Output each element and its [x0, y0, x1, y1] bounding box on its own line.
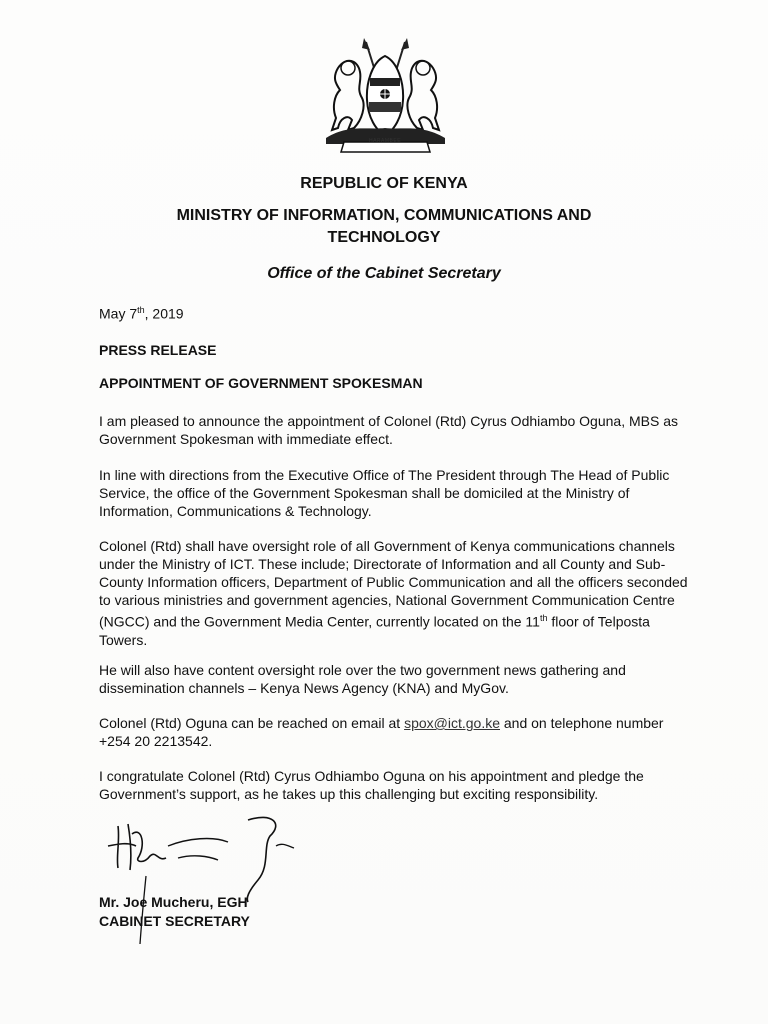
paragraph-appointment: I am pleased to announce the appointment of Colonel (Rtd) Cyrus Odhiambo Oguna, MBS as Government Spokesman with immediate effect.	[99, 413, 678, 447]
paragraph-content-oversight: He will also have content oversight role over the two government news gathering and dissemination channels – Kenya News Agency (KNA) and MyGov.	[99, 662, 626, 696]
paragraph-congratulations: I congratulate Colonel (Rtd) Cyrus Odhiambo Oguna on his appointment and pledge the Government’s support, as he takes up this challenging but exciting responsibility.	[99, 768, 644, 802]
paragraph-domicile: In line with directions from the Executive Office of The President through The Head of Public Service, the office of the Government Spokesman shall be domiciled at the Ministry of Information, Communications & Technology.	[99, 467, 670, 519]
paragraph-oversight-text-a: Colonel (Rtd) shall have oversight role of all Government of Kenya communications channels under the Ministry of ICT. These include; Directorate of Information and all County and Sub-County Information officers, Department of Public Communication and all the officers seconded to various ministries and government agencies, National Government Communication Centre (NGCC) and the Government Media Center, currently located on the 11	[99, 538, 688, 630]
date-year: , 2019	[144, 305, 184, 322]
signature-block	[99, 893, 250, 931]
paragraph-contact-text-a: Colonel (Rtd) Oguna can be reached on email at	[99, 715, 405, 731]
email-link[interactable]: spox@ict.go.ke	[404, 715, 500, 731]
letter-date	[99, 305, 184, 322]
office-heading: Office of the Cabinet Secretary	[267, 265, 501, 282]
signer-title: CABINET SECRETARY	[99, 913, 250, 929]
date-ordinal: th	[137, 305, 145, 315]
floor-ordinal: th	[539, 613, 548, 623]
subject-heading: APPOINTMENT OF GOVERNMENT SPOKESMAN	[99, 375, 423, 391]
paragraph-contact-text-b: and on telephone number +254 20 2213542.	[99, 715, 664, 749]
ministry-heading	[124, 205, 644, 249]
country-heading: REPUBLIC OF KENYA	[300, 175, 468, 192]
press-release-label: PRESS RELEASE	[99, 342, 217, 358]
paragraph-oversight	[99, 537, 689, 649]
paragraph-contact	[99, 714, 689, 750]
crest-motto: HARAMBEE	[368, 138, 402, 144]
paragraph-oversight-text-b: floor of Telposta Towers.	[99, 613, 650, 648]
date-day: May 7	[99, 305, 138, 322]
signer-name: Mr. Joe Mucheru, EGH	[99, 894, 248, 910]
ministry-heading-text: MINISTRY OF INFORMATION, COMMUNICATIONS AND TECHNOLOGY	[176, 207, 592, 246]
